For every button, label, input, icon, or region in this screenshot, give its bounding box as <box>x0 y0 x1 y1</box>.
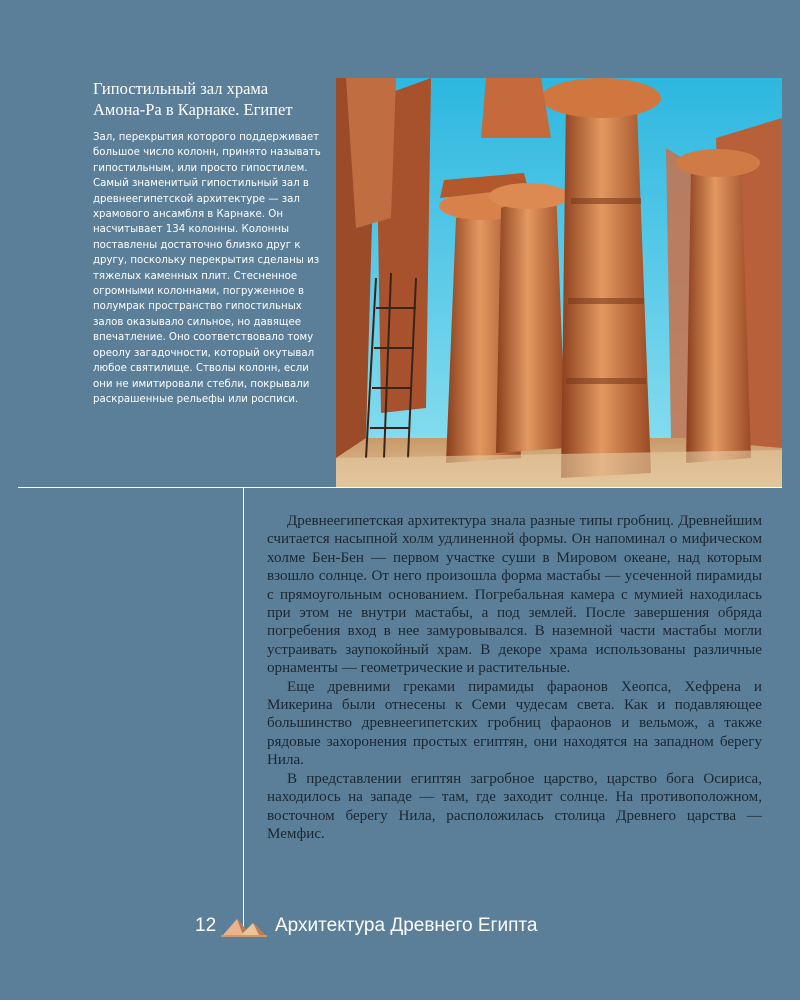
paragraph-1: Древнеегипетская архитектура знала разные типы гробниц. Древнейшим считается насыпной холм удлиненной формы. Он напоминал о мифическом холме Бен-Бен — первом участке суши в Мировом океане, над которым взошло солнце. От него произошла форма мастабы — усеченной пирамиды с прямоугольным основанием. Погребальная камера с мумией находилась при этом не внутри мастабы, а под землей. После завершения обряда погребения вход в нее замуровывался. В наземной части мастабы могли устраивать заупокойный храм. В декоре храма использованы различные орнаменты — геометрические и растительные. <box>267 513 762 677</box>
paragraph-2: Еще древними греками пирамиды фараонов Хеопса, Хефрена и Микерина были отнесены к Семи чудесам света. Как и подавляющее большинство древнеегипетских гробниц фараонов и вельмож, а также рядовые захоронения простых египтян, они находятся на западном берегу Нила. <box>267 678 762 769</box>
caption-title <box>93 78 325 120</box>
page-footer <box>195 912 537 940</box>
horizontal-divider <box>18 487 782 488</box>
pyramids-icon <box>221 915 267 937</box>
column-2 <box>489 183 569 453</box>
caption-title-line-2: Амона-Ра в Карнаке. Египет <box>93 100 293 119</box>
main-article-text <box>267 512 762 843</box>
hypostyle-hall-photo <box>336 78 782 487</box>
page-number: 12 <box>195 915 217 936</box>
photo-caption <box>93 78 325 407</box>
paragraph-3: В представлении египтян загробное царство, царство бога Осириса, находилось на западе — там, где заходит солнце. На противоположном, восточном берегу Нила, расположилась столица Древнего царства — Мемфис. <box>267 770 762 842</box>
vertical-divider <box>243 488 244 931</box>
caption-title-line-1: Гипостильный зал храма <box>93 79 269 98</box>
caption-body: Зал, перекрытия которого поддерживает большое число колонн, принято называть гипостильным, или просто гипостилем. Самый знаменитый гипостильный зал в древнеегипетской архитектуре — зал храмового ансамбля в Карнаке. Он насчитывает 134 колонны. Колонны поставлены достаточно близко друг к другу, поскольку перекрытия сделаны из тяжелых каменных плит. Стесненное огромными колоннами, погруженное в полумрак пространство гипостильных залов оказывало сильное, но давящее впечатление. Оно соответствовало тому ореолу загадочности, который окутывал любое святилище. Стволы колонн, если они не имитировали стебли, покрывали раскрашенные рельефы или росписи. <box>93 132 321 405</box>
photo-illustration <box>336 78 782 487</box>
footer-title: Архитектура Древнего Египта <box>275 915 538 936</box>
